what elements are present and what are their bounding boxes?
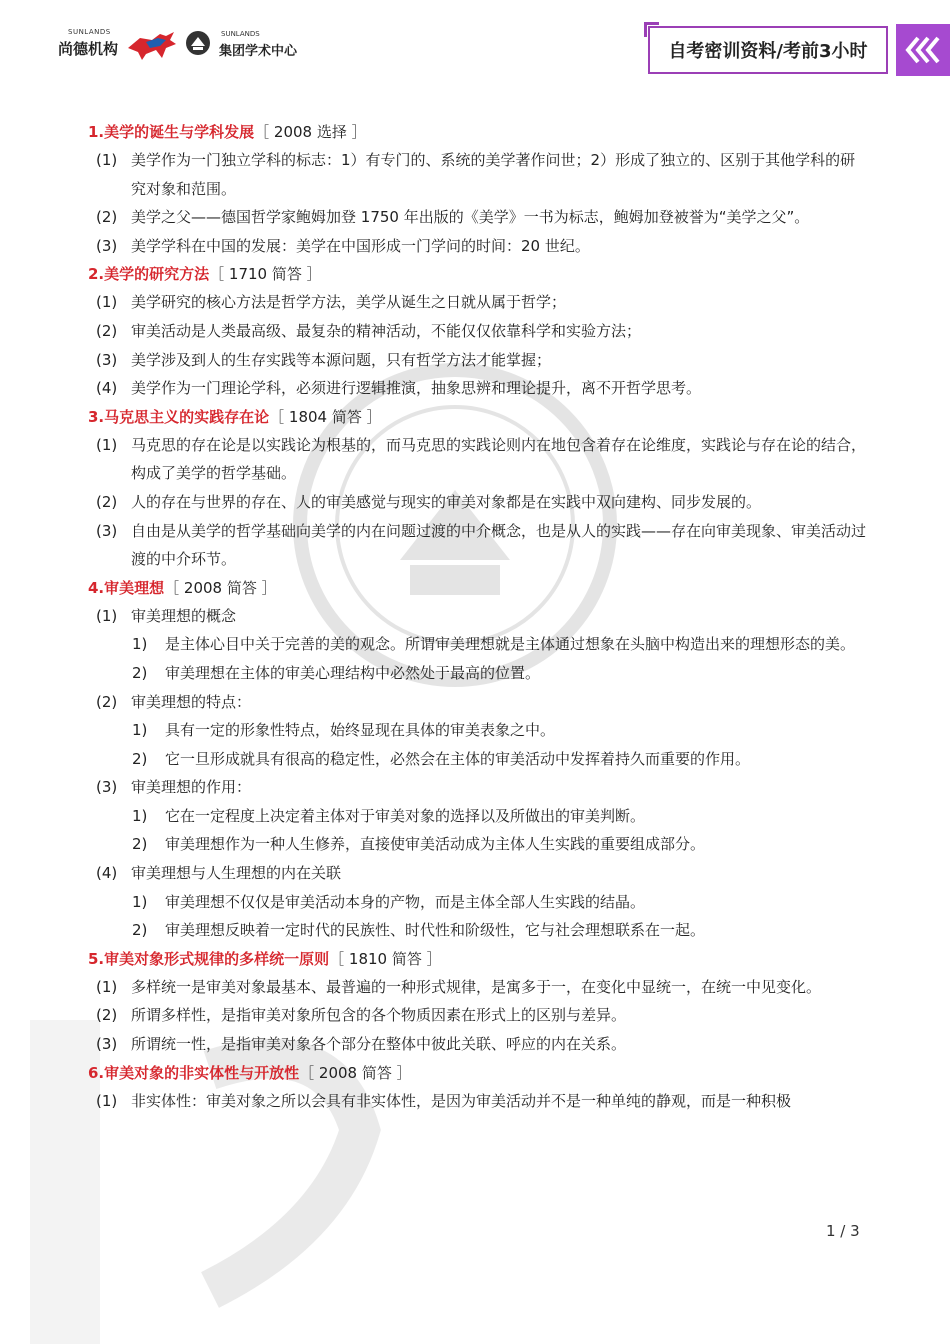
- section-heading: [88, 1059, 868, 1087]
- item-number: (3): [96, 350, 118, 369]
- list-item: [88, 1001, 868, 1030]
- item-text: 审美理想的概念: [131, 606, 237, 625]
- list-item: [88, 1030, 868, 1059]
- section-5: [88, 945, 868, 1059]
- list-item: [88, 431, 868, 488]
- item-number: (2): [96, 1006, 118, 1025]
- sub-list-item: [88, 888, 868, 917]
- material-tag: 自考密训资料/考前3小时: [648, 26, 888, 74]
- item-text: 非实体性：审美对象之所以会具有非实体性，是因为审美活动并不是一种单纯的静观，而是一种积极: [131, 1091, 792, 1110]
- section-6: [88, 1059, 868, 1116]
- section-3: [88, 403, 868, 574]
- item-text: 美学作为一门独立学科的标志：1）有专门的、系统的美学著作问世；2）形成了独立的、区别于其他学科的研究对象和范围。: [131, 151, 856, 198]
- item-number: (2): [96, 321, 118, 340]
- item-number: (2): [96, 492, 118, 511]
- sub-item-number: 1): [132, 806, 148, 825]
- sub-item-number: 2): [132, 663, 148, 682]
- sub-item-text: 具有一定的形象性特点，始终显现在具体的审美表象之中。: [165, 721, 556, 740]
- item-number: (1): [96, 977, 118, 996]
- section-title: 6.审美对象的非实体性与开放性: [88, 1063, 300, 1082]
- section-2: [88, 260, 868, 402]
- list-item: [88, 517, 868, 574]
- list-item: [88, 346, 868, 375]
- item-number: (1): [96, 293, 118, 312]
- section-tag: ［ 1804 简答 ］: [269, 407, 382, 426]
- item-number: (1): [96, 1091, 118, 1110]
- sub-item-number: 1): [132, 635, 148, 654]
- section-heading: [88, 574, 868, 602]
- item-text: 审美理想的作用：: [131, 778, 252, 797]
- logo1-text: 尚德机构: [58, 40, 119, 58]
- section-tag: ［ 2008 简答 ］: [299, 1063, 412, 1082]
- item-text: 马克思的存在论是以实践论为根基的，而马克思的实践论则内在地包含着存在论维度，实践论与存在论的结合，构成了美学的哲学基础。: [131, 435, 867, 483]
- logo2-text: 集团学术中心: [219, 44, 298, 59]
- sub-item-number: 2): [132, 835, 148, 854]
- list-item: [88, 973, 868, 1002]
- item-number: (4): [96, 379, 118, 398]
- item-number: (3): [96, 778, 118, 797]
- sub-list-item: [88, 802, 868, 831]
- sub-list-item: [88, 916, 868, 945]
- sub-list-item: [88, 830, 868, 859]
- section-title: 4.审美理想: [88, 578, 165, 597]
- section-heading: [88, 260, 868, 288]
- list-item: [88, 1087, 868, 1116]
- item-text: 多样统一是审美对象最基本、最普遍的一种形式规律，是寓多于一，在变化中显统一，在统一中见变化。: [131, 977, 822, 996]
- sub-item-text: 审美理想作为一种人生修养，直接使审美活动成为主体人生实践的重要组成部分。: [165, 835, 706, 854]
- sub-item-text: 审美理想不仅仅是审美活动本身的产物，而是主体全部人生实践的结晶。: [165, 892, 646, 911]
- section-title: 1.美学的诞生与学科发展: [88, 123, 255, 141]
- academic-center-logo: [185, 28, 305, 62]
- list-item: [88, 374, 868, 403]
- item-number: (3): [96, 521, 118, 540]
- chevron-left-icon: [896, 24, 950, 76]
- section-heading: [88, 945, 868, 973]
- item-text: 审美理想与人生理想的内在关联: [131, 864, 342, 883]
- list-item: [88, 859, 868, 888]
- sub-item-text: 它一旦形成就具有很高的稳定性，必然会在主体的审美活动中发挥着持久而重要的作用。: [165, 749, 751, 768]
- bull-icon: [126, 30, 178, 60]
- item-number: (2): [96, 692, 118, 711]
- section-heading: [88, 403, 868, 431]
- list-item: [88, 232, 868, 261]
- page-number: 1 / 3: [826, 1222, 860, 1240]
- item-text: 自由是从美学的哲学基础向美学的内在问题过渡的中介概念，也是从人的实践——存在向审美现象、审美活动过渡的中介环节。: [131, 521, 867, 569]
- item-number: (1): [96, 606, 118, 625]
- item-text: 审美理想的特点：: [131, 692, 252, 711]
- item-number: (2): [96, 208, 118, 227]
- section-4: [88, 574, 868, 945]
- item-number: (4): [96, 864, 118, 883]
- section-title: 5.审美对象形式规律的多样统一原则: [88, 949, 330, 968]
- section-tag: ［ 1710 简答 ］: [209, 265, 322, 284]
- sub-item-number: 1): [132, 721, 148, 740]
- list-item: [88, 773, 868, 802]
- sub-item-number: 1): [132, 892, 148, 911]
- sub-list-item: [88, 745, 868, 774]
- document-body: [88, 118, 868, 1115]
- section-title: 2.美学的研究方法: [88, 265, 210, 284]
- sub-item-text: 是主体心目中关于完善的美的观念。所谓审美理想就是主体通过想象在头脑中构造出来的理想形态的美。: [165, 635, 856, 654]
- logo1-small-text: SUNLANDS: [68, 28, 111, 36]
- section-tag: ［ 2008 简答 ］: [164, 578, 277, 597]
- crest-icon: [185, 30, 211, 56]
- sub-item-text: 它在一定程度上决定着主体对于审美对象的选择以及所做出的审美判断。: [165, 806, 646, 825]
- sub-list-item: [88, 716, 868, 745]
- list-item: [88, 288, 868, 317]
- sub-list-item: [88, 630, 868, 659]
- item-number: (3): [96, 236, 118, 255]
- item-text: 人的存在与世界的存在、人的审美感觉与现实的审美对象都是在实践中双向建构、同步发展的。: [131, 492, 762, 511]
- section-heading: [88, 118, 868, 146]
- item-text: 美学研究的核心方法是哲学方法，美学从诞生之日就从属于哲学；: [131, 293, 567, 312]
- list-item: [88, 317, 868, 346]
- item-text: 美学学科在中国的发展：美学在中国形成一门学问的时间：20 世纪。: [131, 236, 590, 255]
- logo2-small-text: SUNLANDS: [221, 30, 260, 38]
- item-text: 所谓统一性，是指审美对象各个部分在整体中彼此关联、呼应的内在关系。: [131, 1035, 627, 1054]
- list-item: [88, 146, 868, 203]
- list-item: [88, 602, 868, 631]
- sub-item-number: 2): [132, 921, 148, 940]
- item-text: 美学之父——德国哲学家鲍姆加登 1750 年出版的《美学》一书为标志，鲍姆加登被誉为“美学之父”。: [131, 208, 810, 227]
- item-text: 所谓多样性，是指审美对象所包含的各个物质因素在形式上的区别与差异。: [131, 1006, 627, 1025]
- page-header: [0, 0, 950, 100]
- section-tag: ［ 1810 简答 ］: [329, 949, 442, 968]
- item-text: 美学作为一门理论学科，必须进行逻辑推演，抽象思辨和理论提升，离不开哲学思考。: [131, 379, 702, 398]
- sub-item-text: 审美理想在主体的审美心理结构中必然处于最高的位置。: [165, 663, 541, 682]
- section-tag: ［ 2008 选择 ］: [254, 123, 367, 141]
- section-1: [88, 118, 868, 260]
- item-number: (1): [96, 435, 118, 454]
- item-number: (3): [96, 1035, 118, 1054]
- sub-list-item: [88, 659, 868, 688]
- sub-item-number: 2): [132, 749, 148, 768]
- list-item: [88, 688, 868, 717]
- sunlands-logo: [58, 28, 178, 62]
- section-title: 3.马克思主义的实践存在论: [88, 407, 270, 426]
- list-item: [88, 203, 868, 232]
- list-item: [88, 488, 868, 517]
- sub-item-text: 审美理想反映着一定时代的民族性、时代性和阶级性，它与社会理想联系在一起。: [165, 921, 706, 940]
- item-text: 审美活动是人类最高级、最复杂的精神活动，不能仅仅依靠科学和实验方法；: [131, 321, 642, 340]
- item-number: (1): [96, 151, 118, 169]
- item-text: 美学涉及到人的生存实践等本源问题，只有哲学方法才能掌握；: [131, 350, 552, 369]
